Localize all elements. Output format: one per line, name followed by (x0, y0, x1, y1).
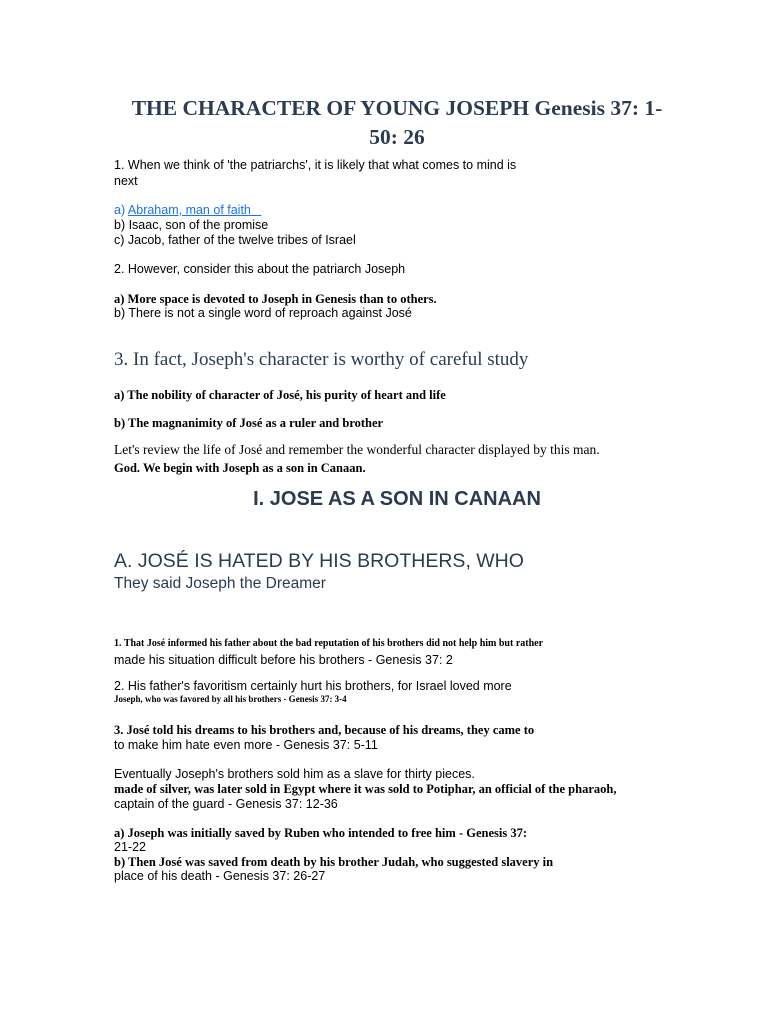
heading-3-careful-study: 3. In fact, Joseph's character is worthy of careful study (114, 349, 529, 370)
list-item-magnanimity: b) The magnanimity of José as a ruler and brother (114, 416, 384, 430)
section-heading-son-in-canaan: I. JOSE AS A SON IN CANAAN (253, 488, 541, 510)
paragraph-1-line-1: 1. When we think of 'the patriarchs', it is likely that what comes to mind is (114, 158, 517, 172)
list-item-judah-line-1: b) Then José was saved from death by his brother Judah, who suggested slavery in (114, 855, 554, 869)
list-item-ruben-line-2: 21-22 (114, 840, 146, 854)
point-3-line-1: 3. José told his dreams to his brothers and, because of his dreams, they came to (114, 723, 535, 737)
list-item-abraham (114, 203, 261, 218)
point-2-line-2: Joseph, who was favored by all his brothers - Genesis 37: 3-4 (114, 694, 347, 704)
point-1-line-2: made his situation difficult before his brothers - Genesis 37: 2 (114, 653, 453, 667)
eventually-line-3: captain of the guard - Genesis 37: 12-36 (114, 797, 338, 811)
abraham-link[interactable]: Abraham, man of faith (127, 203, 251, 217)
list-item-no-reproach: b) There is not a single word of reproach against José (114, 306, 412, 320)
list-item-isaac: b) Isaac, son of the promise (114, 218, 269, 232)
link-trailing-underline (251, 203, 261, 217)
review-line-2: God. We begin with Joseph as a son in Canaan. (114, 461, 366, 475)
point-2-line-1: 2. His father's favoritism certainly hurt his brothers, for Israel loved more (114, 679, 512, 693)
list-item-judah-line-2: place of his death - Genesis 37: 26-27 (114, 869, 326, 883)
point-3-line-2: to make him hate even more - Genesis 37: 5-11 (114, 738, 378, 752)
list-item-jacob: c) Jacob, father of the twelve tribes of Israel (114, 233, 356, 247)
review-line-1: Let's review the life of José and remember the wonderful character displayed by this man. (114, 442, 600, 457)
eventually-line-1: Eventually Joseph's brothers sold him as a slave for thirty pieces. (114, 767, 475, 781)
title-line-2: 50: 26 (369, 125, 425, 149)
list-item-prefix: a) (114, 203, 128, 217)
list-item-nobility: a) The nobility of character of José, his purity of heart and life (114, 388, 446, 402)
document-title (114, 94, 680, 152)
list-item-ruben-line-1: a) Joseph was initially saved by Ruben who intended to free him - Genesis 37: (114, 826, 527, 840)
paragraph-1-line-2: next (114, 174, 138, 188)
subsection-subtitle-dreamer: They said Joseph the Dreamer (114, 575, 326, 592)
subsection-heading-hated: A. JOSÉ IS HATED BY HIS BROTHERS, WHO (114, 550, 524, 572)
list-item-more-space: a) More space is devoted to Joseph in Genesis than to others. (114, 292, 437, 306)
eventually-line-2: made of silver, was later sold in Egypt where it was sold to Potiphar, an official of the pharaoh, (114, 782, 617, 796)
title-line-1: THE CHARACTER OF YOUNG JOSEPH Genesis 37: 1- (131, 96, 663, 120)
paragraph-2: 2. However, consider this about the patriarch Joseph (114, 262, 406, 276)
point-1-line-1: 1. That José informed his father about the bad reputation of his brothers did not help him but rather (114, 638, 544, 649)
